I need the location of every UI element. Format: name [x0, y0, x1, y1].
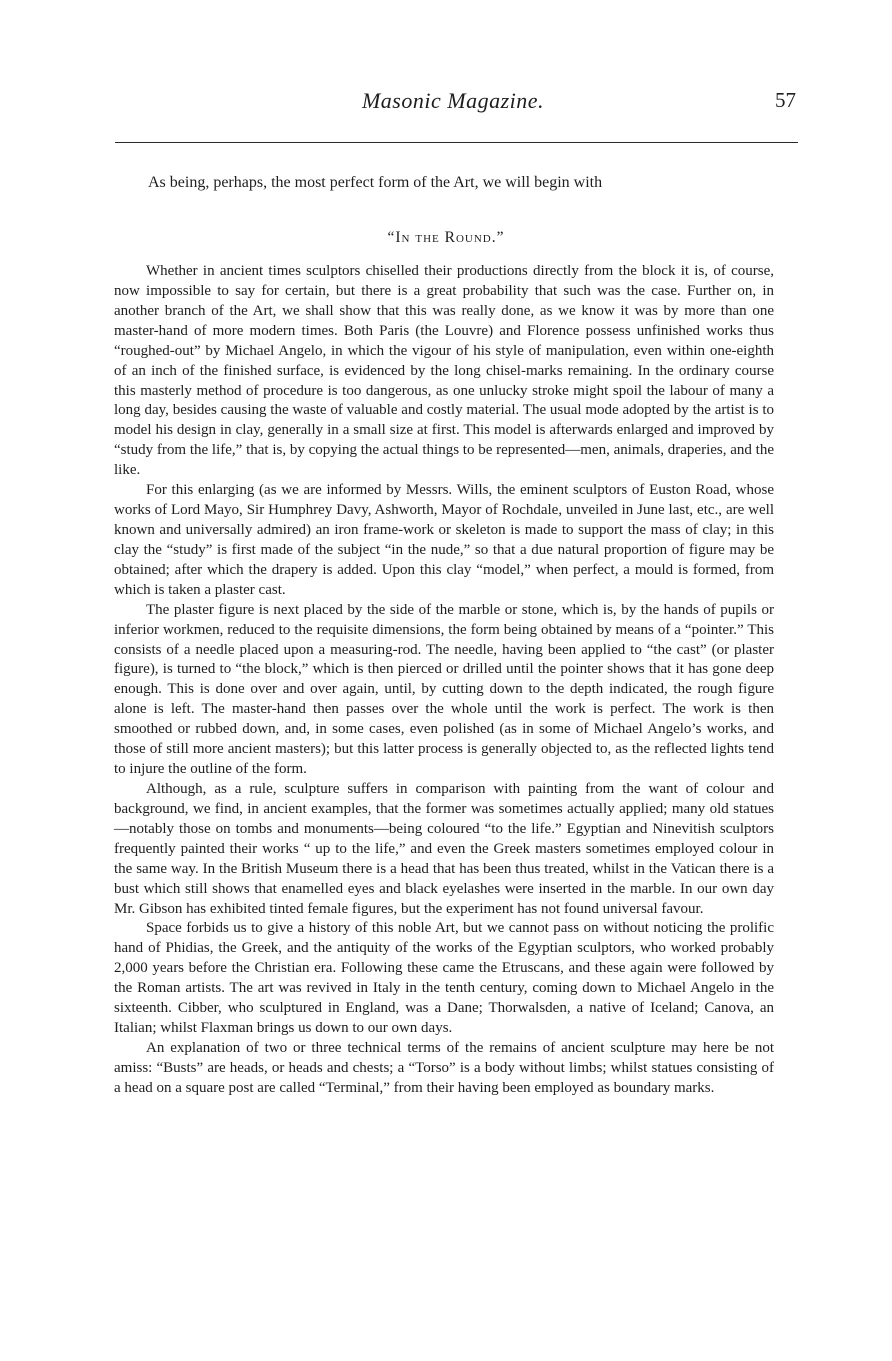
paragraph: The plaster figure is next placed by the side of the marble or stone, which is, by the hands of pupils or inferior workmen, reduced to the requisite dimensions, the form being obtained by means of a “pointer.” This consists of a needle placed upon a measuring-rod. The needle, having been applied to “the cast” (or plaster figure), is turned to “the block,” which is then pierced or drilled until the pointer shows that it has gone deep enough. This is done over and over again, until, by cutting down to the depth indicated, the rough figure alone is left. The master-hand then passes over the whole until the work is perfect. The work is then smoothed or rubbed down, and, in some cases, even polished (as in some of Michael Angelo’s works, and those of still more ancient masters); but this latter process is generally objected to, as the reflected lights tend to injure the outline of the form. [114, 601, 774, 778]
page-number: 57 [775, 88, 796, 112]
paragraph: For this enlarging (as we are informed by Messrs. Wills, the eminent sculptors of Euston Road, whose works of Lord Mayo, Sir Humphrey Davy, Ashworth, Mayor of Rochdale, unveiled in June last, etc., are well known and universally admired) an iron frame-work or skeleton is made to support the mass of clay; in this clay the “study” is first made of the subject “in the nude,” so that a due natural proportion of figure may be obtained; after which the drapery is added. Upon this clay “model,” when perfect, a mould is formed, from which is taken a plaster cast. [114, 482, 774, 598]
section-heading: “In the Round.” [387, 229, 505, 246]
page-header [110, 84, 796, 124]
paragraph: Whether in ancient times sculptors chiselled their productions directly from the block it is, of course, now impossible to say for certain, but there is a great probability that such was the case. Further on, in another branch of the Art, we shall show that this was really done, as we know it was by more than one master-hand of more modern times. Both Paris (the Louvre) and Florence possess unfinished works thus “roughed-out” by Michael Angelo, in which the vigour of his style of manipulation, even within one-eighth of an inch of the finished surface, is evidenced by the long chisel-marks remaining. In the ordinary course this masterly method of procedure is too dangerous, as one unlucky stroke might spoil the labour of many a long day, besides causing the waste of valuable and costly material. The usual mode adopted by the artist is to model his design in clay, generally in a small size at first. This model is afterwards enlarged and improved by “study from the life,” that is, by copying the actual things to be represented—men, animals, draperies, and the like. [114, 263, 774, 479]
paragraph: An explanation of two or three technical terms of the remains of ancient sculpture may here be not amiss: “Busts” are heads, or heads and chests; a “Torso” is a body without limbs; whilst statues consisting of a head on a square post are called “Terminal,” from their having been employed as boundary marks. [114, 1039, 774, 1096]
running-title: Masonic Magazine. [361, 88, 545, 113]
paragraph: Although, as a rule, sculpture suffers in comparison with painting from the want of colour and background, we find, in ancient examples, that the former was sometimes actually applied; many old statues—notably those on tombs and monuments—being coloured “to the life.” Egyptian and Ninevitish sculptors frequently painted their works “ up to the life,” and even the Greek masters sometimes employed colour in the same way. In the British Museum there is a head that has been thus treated, whilst in the Vatican there is a bust which still shows that enamelled eyes and black eyelashes were inserted in the marble. In our own day Mr. Gibson has exhibited tinted female figures, but the experiment has not found universal favour. [114, 780, 774, 917]
header-rule [115, 142, 798, 143]
intro-line: As being, perhaps, the most perfect form of the Art, we will begin with [148, 174, 603, 191]
paragraph: Space forbids us to give a history of this noble Art, but we cannot pass on without noticing the prolific hand of Phidias, the Greek, and the antiquity of the works of the Egyptian sculptors, who worked probably 2,000 years before the Christian era. Following these came the Etruscans, and these again were followed by the Roman artists. The art was revived in Italy in the tenth century, coming down to Michael Angelo in the sixteenth. Cibber, who sculptured in England, was a Dane; Thorwalsden, a native of Iceland; Canova, an Italian; whilst Flaxman brings us down to our own days. [114, 920, 774, 1037]
article-body [114, 262, 774, 1099]
